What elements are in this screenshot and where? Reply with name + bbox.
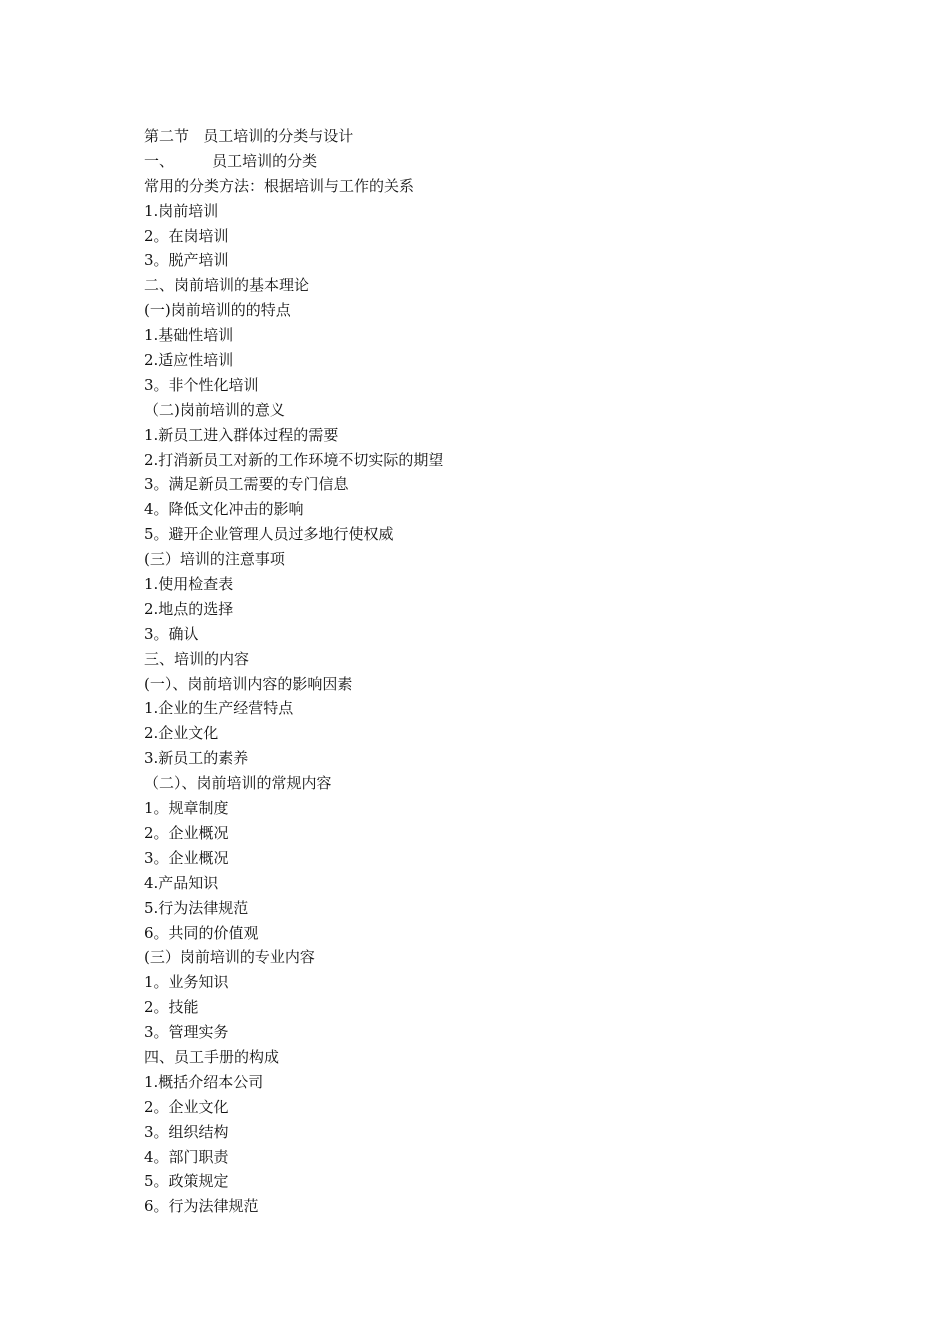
list-item: 2。企业概况: [144, 823, 229, 842]
list-item: 3。组织结构: [144, 1122, 229, 1141]
list-item: 1。规章制度: [144, 799, 229, 818]
list-item: 2.企业文化: [144, 724, 219, 743]
text-line: 常用的分类方法：根据培训与工作的关系: [144, 176, 415, 195]
list-item: 5。政策规定: [144, 1172, 229, 1191]
document-body: [144, 124, 844, 1219]
subheading: (三）岗前培训的专业内容: [144, 948, 315, 967]
list-item: 1.岗前培训: [144, 201, 219, 220]
list-item: 2.适应性培训: [144, 351, 234, 370]
list-item: 1。业务知识: [144, 973, 229, 992]
list-item: 5。避开企业管理人员过多地行使权威: [144, 525, 394, 544]
list-item: 5.行为法律规范: [144, 898, 249, 917]
list-item: 1.使用检查表: [144, 575, 234, 594]
list-item: 2.地点的选择: [144, 599, 234, 618]
section-heading: 第二节 员工培训的分类与设计: [144, 127, 354, 145]
subheading: (一)岗前培训的的特点: [144, 301, 291, 320]
subheading: （二）、岗前培训的常规内容: [144, 774, 332, 793]
list-item: 1.企业的生产经营特点: [144, 699, 294, 718]
list-item: 2。在岗培训: [144, 226, 229, 245]
list-item: 3。脱产培训: [144, 251, 229, 270]
subsection-heading: 二、岗前培训的基本理论: [144, 276, 310, 295]
list-item: 3。非个性化培训: [144, 375, 259, 394]
subsection-heading: 三、培训的内容: [144, 649, 250, 668]
list-item: 3。企业概况: [144, 848, 229, 867]
list-item: 2。技能: [144, 998, 199, 1017]
list-item: 6。行为法律规范: [144, 1197, 259, 1216]
subheading: （二)岗前培训的意义: [144, 400, 285, 419]
list-item: 4。降低文化冲击的影响: [144, 500, 304, 519]
list-item: 3。管理实务: [144, 1023, 229, 1042]
list-item: 4.产品知识: [144, 873, 219, 892]
subsection-heading: 四、员工手册的构成: [144, 1047, 280, 1066]
subheading: (一）、岗前培训内容的影响因素: [144, 674, 353, 693]
subheading: (三）培训的注意事项: [144, 550, 285, 569]
subsection-heading: 一、 员工培训的分类: [144, 151, 318, 170]
list-item: 3。确认: [144, 624, 199, 643]
list-item: 1.基础性培训: [144, 326, 234, 345]
list-item: 6。共同的价值观: [144, 923, 259, 942]
list-item: 1.概括介绍本公司: [144, 1072, 264, 1091]
list-item: 3.新员工的素养: [144, 749, 249, 768]
list-item: 2.打消新员工对新的工作环境不切实际的期望: [144, 450, 444, 469]
list-item: 2。企业文化: [144, 1097, 229, 1116]
list-item: 3。满足新员工需要的专门信息: [144, 475, 349, 494]
list-item: 1.新员工进入群体过程的需要: [144, 425, 339, 444]
list-item: 4。部门职责: [144, 1147, 229, 1166]
